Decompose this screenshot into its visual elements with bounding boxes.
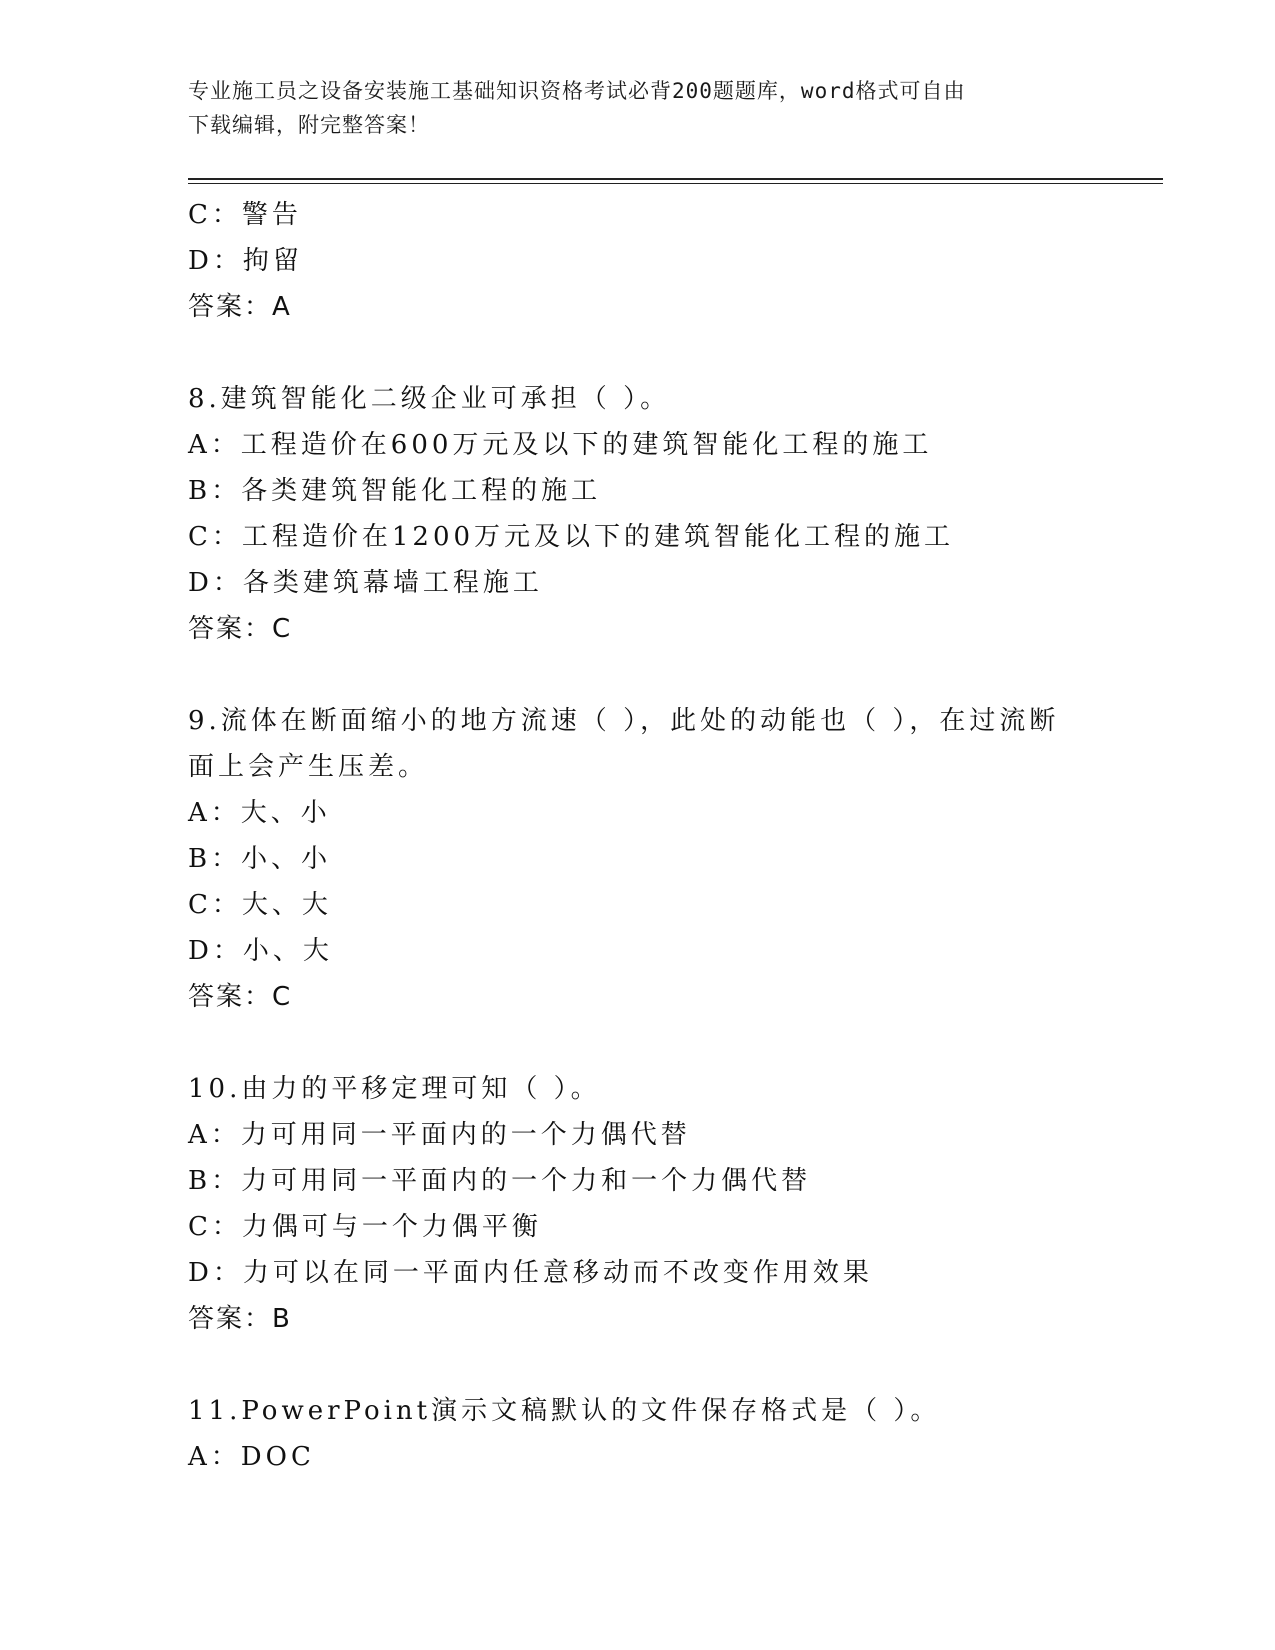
option-d: D：力可以在同一平面内任意移动而不改变作用效果 xyxy=(188,1258,873,1288)
option-a: A：DOC xyxy=(188,1442,315,1472)
question-11 xyxy=(188,1388,1088,1480)
question-stem: 8.建筑智能化二级企业可承担（ ）。 xyxy=(188,384,671,414)
question-list xyxy=(188,192,1088,1480)
option-c: C：大、大 xyxy=(188,890,332,920)
answer-label: 答案：C xyxy=(188,982,293,1012)
option-c: C：工程造价在1200万元及以下的建筑智能化工程的施工 xyxy=(188,522,955,552)
question-10 xyxy=(188,1066,1088,1342)
question-stem: 11.PowerPoint演示文稿默认的文件保存格式是（ ）。 xyxy=(188,1396,941,1426)
header-rule-thick xyxy=(188,178,1163,180)
option-c: C：力偶可与一个力偶平衡 xyxy=(188,1212,542,1242)
option-b: B：各类建筑智能化工程的施工 xyxy=(188,476,602,506)
question-stem-line-1: 9.流体在断面缩小的地方流速（ ），此处的动能也（ ），在过流断 xyxy=(188,706,1060,736)
question-8 xyxy=(188,376,1088,652)
answer-label: 答案：A xyxy=(188,292,292,322)
question-stem-line-2: 面上会产生压差。 xyxy=(188,752,429,782)
answer-label: 答案：C xyxy=(188,614,293,644)
header-rule-thin xyxy=(188,183,1163,184)
option-a: A：工程造价在600万元及以下的建筑智能化工程的施工 xyxy=(188,430,933,460)
question-gap xyxy=(188,1020,1088,1066)
question-stem: 10.由力的平移定理可知（ ）。 xyxy=(188,1074,601,1104)
question-gap xyxy=(188,330,1088,376)
option-b: B：小、小 xyxy=(188,844,332,874)
header-line-2: 下载编辑，附完整答案！ xyxy=(188,113,430,137)
question-gap xyxy=(188,652,1088,698)
option-a: A：大、小 xyxy=(188,798,331,828)
option-d: D：小、大 xyxy=(188,936,333,966)
answer-label: 答案：B xyxy=(188,1304,292,1334)
option-a: A：力可用同一平面内的一个力偶代替 xyxy=(188,1120,691,1150)
document-header xyxy=(188,74,1088,142)
question-9 xyxy=(188,698,1088,1020)
option-d: D：拘留 xyxy=(188,246,303,276)
header-line-1: 专业施工员之设备安装施工基础知识资格考试必背200题题库，word格式可自由 xyxy=(188,79,966,103)
question-7-continued xyxy=(188,192,1088,330)
option-b: B：力可用同一平面内的一个力和一个力偶代替 xyxy=(188,1166,812,1196)
question-gap xyxy=(188,1342,1088,1388)
option-d: D：各类建筑幕墙工程施工 xyxy=(188,568,543,598)
option-c: C：警告 xyxy=(188,200,302,230)
